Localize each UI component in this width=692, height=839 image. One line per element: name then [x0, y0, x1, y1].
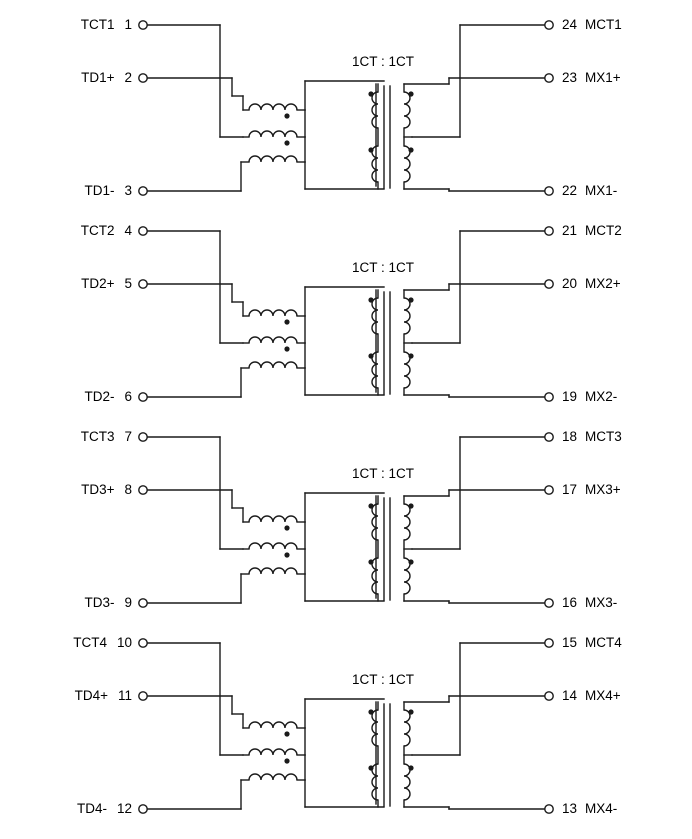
transformer-schematic: [0, 418, 692, 624]
pin-signal-name: MX2-: [585, 389, 618, 404]
pin-signal-name: TD1-: [84, 183, 115, 198]
pin-number: 10: [116, 635, 132, 650]
turns-ratio-label: 1CT : 1CT: [352, 672, 415, 687]
pin-label-right: [562, 802, 617, 816]
pin-number: 19: [562, 389, 578, 404]
turns-ratio-label: 1CT : 1CT: [352, 466, 415, 481]
pin-number: 2: [124, 70, 132, 85]
pin-label-left: [20, 430, 132, 444]
pin-number: 20: [562, 276, 578, 291]
pin-number: 3: [124, 183, 132, 198]
channel-block: [0, 418, 692, 624]
pin-label-left: [20, 18, 132, 32]
pin-signal-name: MX1+: [585, 70, 621, 85]
pin-number: 15: [562, 635, 578, 650]
pin-number: 23: [562, 70, 578, 85]
pin-signal-name: MX1-: [585, 183, 618, 198]
channel-block: [0, 6, 692, 212]
pin-number: 14: [562, 688, 578, 703]
pin-signal-name: MCT4: [585, 635, 622, 650]
pin-number: 13: [562, 801, 578, 816]
pin-signal-name: TCT1: [80, 17, 115, 32]
pin-signal-name: MX3-: [585, 595, 618, 610]
pin-signal-name: MCT2: [585, 223, 622, 238]
turns-ratio-label: 1CT : 1CT: [352, 54, 415, 69]
pin-label-right: [562, 18, 622, 32]
pin-label-left: [20, 184, 132, 198]
pin-number: 24: [562, 17, 578, 32]
pin-number: 4: [124, 223, 132, 238]
transformer-schematic: [0, 624, 692, 830]
transformer-schematic: [0, 6, 692, 212]
pin-signal-name: MCT3: [585, 429, 622, 444]
pin-label-left: [20, 224, 132, 238]
pin-label-right: [562, 636, 622, 650]
pin-signal-name: TD4+: [74, 688, 108, 703]
pin-number: 16: [562, 595, 578, 610]
channel-block: [0, 624, 692, 830]
pin-label-left: [20, 636, 132, 650]
pin-label-right: [562, 390, 617, 404]
pin-label-right: [562, 224, 622, 238]
pin-number: 7: [124, 429, 132, 444]
pin-number: 11: [117, 688, 132, 703]
pin-signal-name: MX4-: [585, 801, 618, 816]
pin-signal-name: TCT4: [73, 635, 107, 650]
pin-signal-name: MX2+: [585, 276, 621, 291]
pin-label-left: [20, 390, 132, 404]
pin-label-left: [20, 596, 132, 610]
turns-ratio-label: 1CT : 1CT: [352, 260, 415, 275]
pin-signal-name: MX3+: [585, 482, 621, 497]
pin-signal-name: TD1+: [81, 70, 115, 85]
pin-number: 9: [124, 595, 132, 610]
pin-number: 6: [124, 389, 132, 404]
transformer-schematic: [0, 212, 692, 418]
pin-label-left: [20, 689, 132, 703]
pin-signal-name: TD2+: [81, 276, 115, 291]
pin-label-right: [562, 277, 621, 291]
pin-number: 8: [124, 482, 132, 497]
pin-signal-name: TD4-: [76, 801, 107, 816]
pin-label-right: [562, 184, 617, 198]
pin-number: 21: [562, 223, 578, 238]
pin-label-right: [562, 689, 621, 703]
pin-label-right: [562, 483, 621, 497]
pin-signal-name: MX4+: [585, 688, 621, 703]
pin-number: 17: [562, 482, 578, 497]
pin-label-left: [20, 71, 132, 85]
pin-signal-name: TD3+: [81, 482, 115, 497]
channel-block: [0, 212, 692, 418]
pin-signal-name: TD2-: [84, 389, 115, 404]
pin-signal-name: TCT3: [80, 429, 115, 444]
pin-label-right: [562, 596, 617, 610]
pin-signal-name: TCT2: [80, 223, 115, 238]
pin-label-left: [20, 483, 132, 497]
pin-number: 22: [562, 183, 578, 198]
pin-label-left: [20, 802, 132, 816]
pin-number: 5: [124, 276, 132, 291]
pin-label-left: [20, 277, 132, 291]
pin-number: 18: [562, 429, 578, 444]
pin-signal-name: TD3-: [84, 595, 115, 610]
pin-label-right: [562, 71, 621, 85]
pin-label-right: [562, 430, 622, 444]
pin-signal-name: MCT1: [585, 17, 622, 32]
pin-number: 12: [116, 801, 132, 816]
pin-number: 1: [124, 17, 132, 32]
